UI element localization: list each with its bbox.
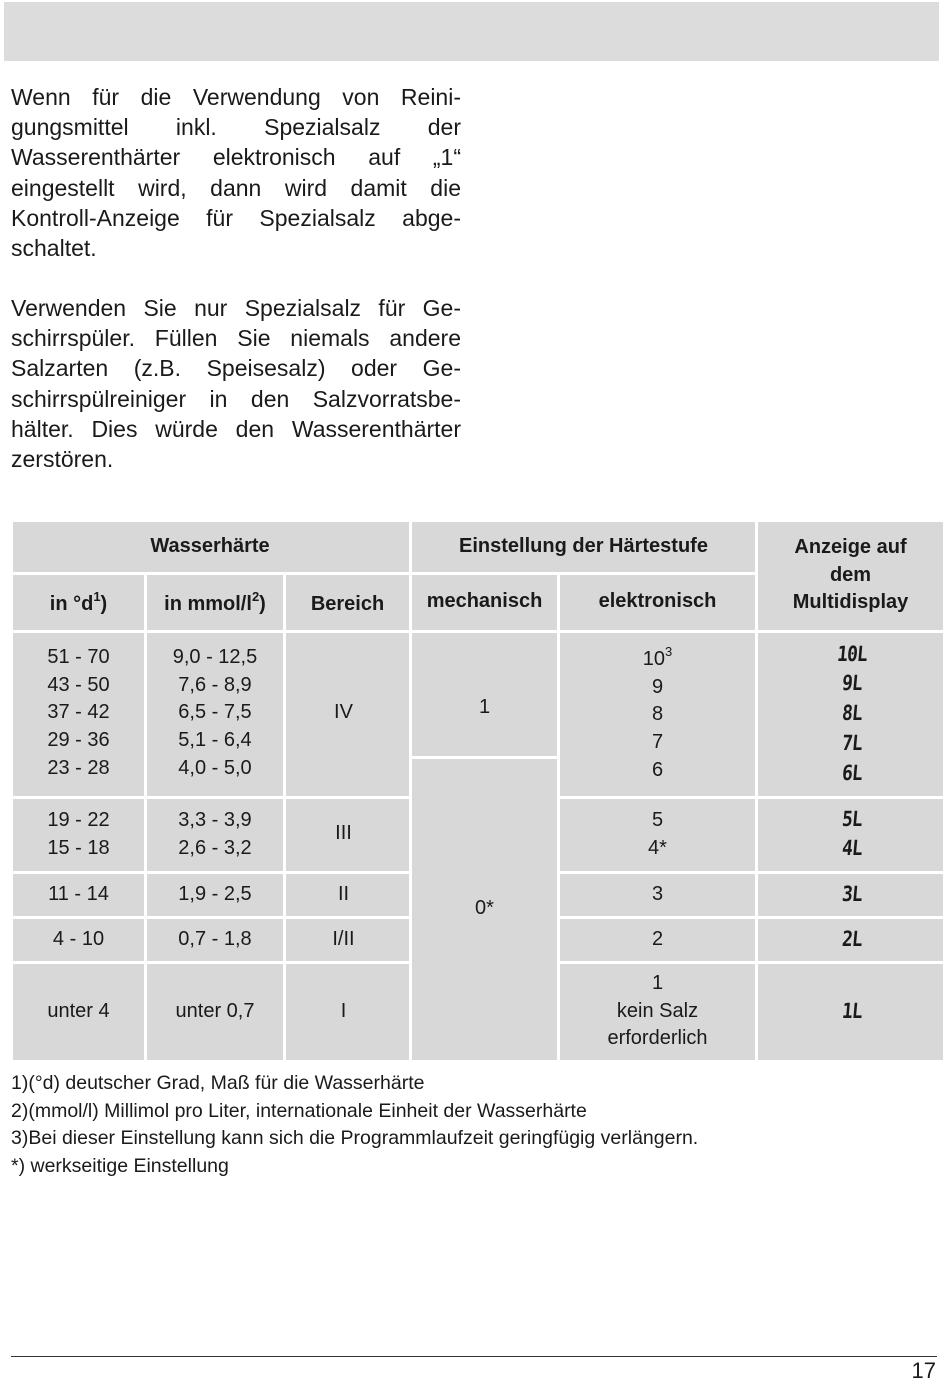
header-col-mech: mechanisch xyxy=(426,590,543,612)
table-cell: 5,1 - 6,4 xyxy=(178,729,252,752)
header-anzeige xyxy=(758,534,943,617)
text-line: schirrspüler. Füllen Sie niemals andere xyxy=(11,325,461,352)
table-cell: unter 4 xyxy=(47,1000,110,1022)
table-cell: I xyxy=(340,1000,347,1022)
table-cell: 9 xyxy=(651,675,664,698)
table-cell: 23 - 28 xyxy=(47,756,110,779)
row-i-elek-values xyxy=(560,970,755,1053)
table-cell: 2 xyxy=(651,928,664,950)
display-segment: 7L xyxy=(841,731,864,755)
header-col-elek: elektronisch xyxy=(598,590,717,612)
footnote-ref-1: 1 xyxy=(93,589,101,605)
table-cell: I/II xyxy=(332,928,355,950)
footnote: 2)(mmol/l) Millimol pro Liter, internationale Einheit der Wasserhärte xyxy=(11,1099,587,1122)
header-col-bereich: Bereich xyxy=(310,593,385,615)
table-cell: II xyxy=(337,883,350,905)
table-cell: unter 0,7 xyxy=(175,1000,255,1022)
table-cell: 5 xyxy=(651,809,664,831)
group2-d-values xyxy=(13,807,144,862)
table-cell: 43 - 50 xyxy=(47,673,110,696)
table-cell: 15 - 18 xyxy=(47,836,110,859)
text-line: zerstören. xyxy=(11,446,114,473)
text-line: schaltet. xyxy=(11,235,97,262)
table-cell: 2,6 - 3,2 xyxy=(178,836,252,859)
table-cell: 11 - 14 xyxy=(48,883,109,905)
footnote: 1)(°d) deutscher Grad, Maß für die Wasserhärte xyxy=(11,1072,425,1094)
header-wasserhaerte: Wasserhärte xyxy=(150,535,270,557)
display-segment: 1L xyxy=(841,999,864,1023)
table-cell: 7,6 - 8,9 xyxy=(178,673,252,696)
header-col-mmol-label: in mmol/l xyxy=(164,593,252,615)
header-col-d-label: in °d xyxy=(49,593,94,615)
table-cell: 6,5 - 7,5 xyxy=(178,701,252,724)
table-cell: kein Salz xyxy=(616,999,699,1022)
header-anzeige-line: Multidisplay xyxy=(792,591,909,614)
text-line: Salzarten (z.B. Speisesalz) oder Ge- xyxy=(11,355,461,382)
text-line: Kontroll-Anzeige für Spezialsalz abge- xyxy=(11,204,461,231)
table-cell: 1,9 - 2,5 xyxy=(178,883,252,905)
display-segment: 8L xyxy=(841,701,864,725)
table-cell: 3 xyxy=(651,883,664,905)
footnotes xyxy=(11,1070,698,1181)
text-line: Verwenden Sie nur Spezialsalz für Ge- xyxy=(11,295,461,321)
text-line: eingestellt wird, dann wird damit die xyxy=(11,174,461,201)
table-cell: 4 - 10 xyxy=(52,928,105,950)
table-cell: 6 xyxy=(651,758,664,781)
page-number: 17 xyxy=(911,1358,936,1383)
table-cell: 0,7 - 1,8 xyxy=(178,928,252,950)
footnote-ref-2: 2 xyxy=(251,589,260,605)
mech-1-value: 1 xyxy=(478,696,491,718)
table-cell: 9,0 - 12,5 xyxy=(172,646,258,668)
group2-bereich: III xyxy=(335,822,352,844)
display-segment: 6L xyxy=(841,761,864,785)
group1-elek-values xyxy=(560,646,755,785)
table-cell xyxy=(560,646,755,674)
footer-rule xyxy=(11,1356,937,1357)
group1-d-values xyxy=(13,644,144,783)
text-line: gungsmittel inkl. Spezialsalz der xyxy=(11,114,461,141)
footnote: 3)Bei dieser Einstellung kann sich die Programmlaufzeit geringfügig verlängern. xyxy=(11,1127,699,1150)
group2-mmol-values xyxy=(140,807,290,862)
intro-paragraph-1 xyxy=(11,82,461,263)
text-line: hälter. Dies würde den Wasserenthärter xyxy=(11,415,461,442)
table-cell: erforderlich xyxy=(607,1027,708,1050)
header-col-d: in $^\circ d^1$) xyxy=(49,589,108,615)
table-cell: 7 xyxy=(651,731,664,754)
elek-value-10: 10 xyxy=(642,648,665,670)
group1-mmol-values xyxy=(140,644,290,783)
mech-0-value: 0* xyxy=(475,897,494,919)
header-anzeige-line: dem xyxy=(829,563,872,586)
display-segment: 10L xyxy=(836,642,868,666)
display-segment: 5L xyxy=(841,807,864,831)
header-einstellung: Einstellung der Härtestufe xyxy=(459,535,708,557)
intro-paragraph-2 xyxy=(11,293,461,474)
table-cell: 4,0 - 5,0 xyxy=(178,756,252,779)
display-segment: 4L xyxy=(841,836,864,860)
table-cell: 29 - 36 xyxy=(47,729,110,752)
display-segment: 3L xyxy=(841,882,864,906)
group1-bereich: IV xyxy=(334,701,353,723)
table-cell: 19 - 22 xyxy=(47,809,110,831)
header-bar xyxy=(4,2,939,61)
footnote-ref-3: 3 xyxy=(665,644,673,660)
header-anzeige-line: Anzeige auf xyxy=(794,536,907,558)
display-segment: 9L xyxy=(841,671,864,695)
display-segment: 2L xyxy=(841,927,864,951)
group2-elek-values xyxy=(560,807,755,862)
table-cell: 1 xyxy=(651,972,664,994)
text-line: schirrspülreiniger in den Salzvorratsbe- xyxy=(11,385,461,412)
header-col-mmol: in mmol/$l^2$) xyxy=(164,589,266,615)
table-cell: 4* xyxy=(648,836,667,859)
table-cell: 8 xyxy=(651,703,664,726)
table-cell: 3,3 - 3,9 xyxy=(178,809,252,831)
table-cell: 37 - 42 xyxy=(47,701,110,724)
footnote: *) werkseitige Einstellung xyxy=(11,1155,229,1178)
table-cell: 51 - 70 xyxy=(47,646,110,668)
text-line: Wenn für die Verwendung von Reini- xyxy=(11,84,461,110)
text-line: Wasserenthärter elektronisch auf „1“ xyxy=(11,144,461,171)
